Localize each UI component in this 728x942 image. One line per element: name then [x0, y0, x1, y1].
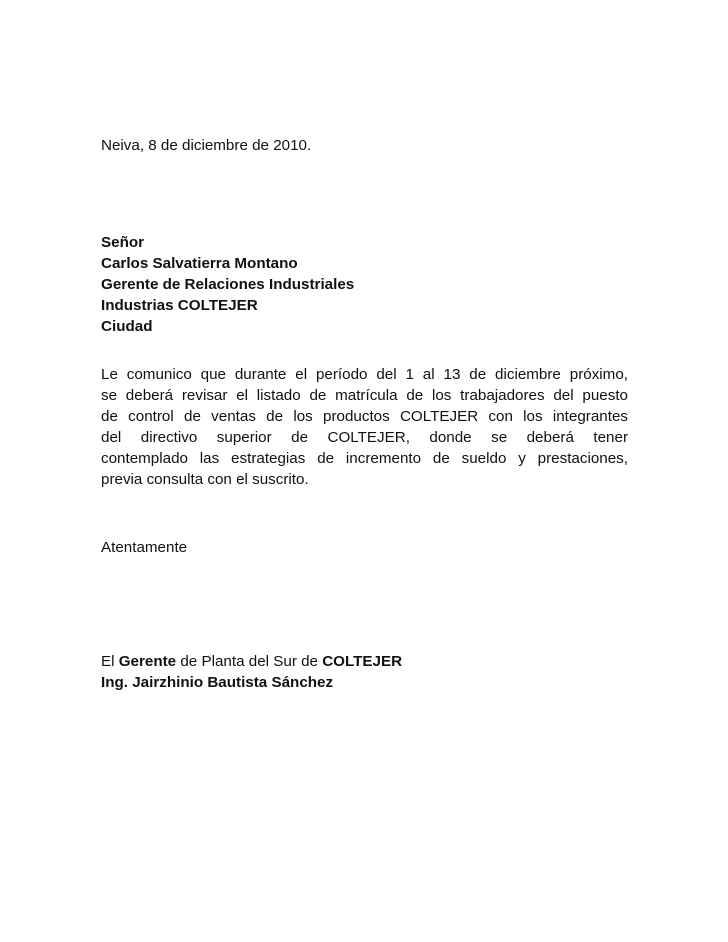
- recipient-name: Carlos Salvatierra Montano: [101, 255, 298, 272]
- signature-role-middle: de Planta del Sur de: [176, 653, 323, 670]
- body-line: previa consulta con el suscrito.: [101, 471, 309, 488]
- signature-role-title: Gerente: [118, 653, 177, 670]
- recipient-block: [101, 232, 354, 337]
- signature-company: COLTEJER: [322, 653, 403, 670]
- signature-prefix: El: [101, 653, 119, 670]
- body-line: se deberá revisar el listado de matrícula de los trabajadores del puesto: [101, 387, 628, 404]
- signature-name: Ing. Jairzhinio Bautista Sánchez: [101, 674, 334, 691]
- body-line: del directivo superior de COLTEJER, donde se deberá tener: [101, 429, 628, 446]
- letter-body: [101, 364, 628, 490]
- recipient-title: Gerente de Relaciones Industriales: [101, 276, 355, 293]
- recipient-salutation: Señor: [101, 234, 145, 251]
- body-line: Le comunico que durante el período del 1 al 13 de diciembre próximo,: [101, 366, 628, 383]
- signature-role: [101, 652, 402, 672]
- recipient-city: Ciudad: [101, 318, 153, 335]
- body-line: de control de ventas de los productos COLTEJER con los integrantes: [101, 408, 628, 425]
- letter-date: Neiva, 8 de diciembre de 2010.: [101, 137, 312, 154]
- recipient-company: Industrias COLTEJER: [101, 297, 258, 314]
- body-line: contemplado las estrategias de incremento de sueldo y prestaciones,: [101, 450, 628, 467]
- letter-closing: Atentamente: [101, 539, 188, 556]
